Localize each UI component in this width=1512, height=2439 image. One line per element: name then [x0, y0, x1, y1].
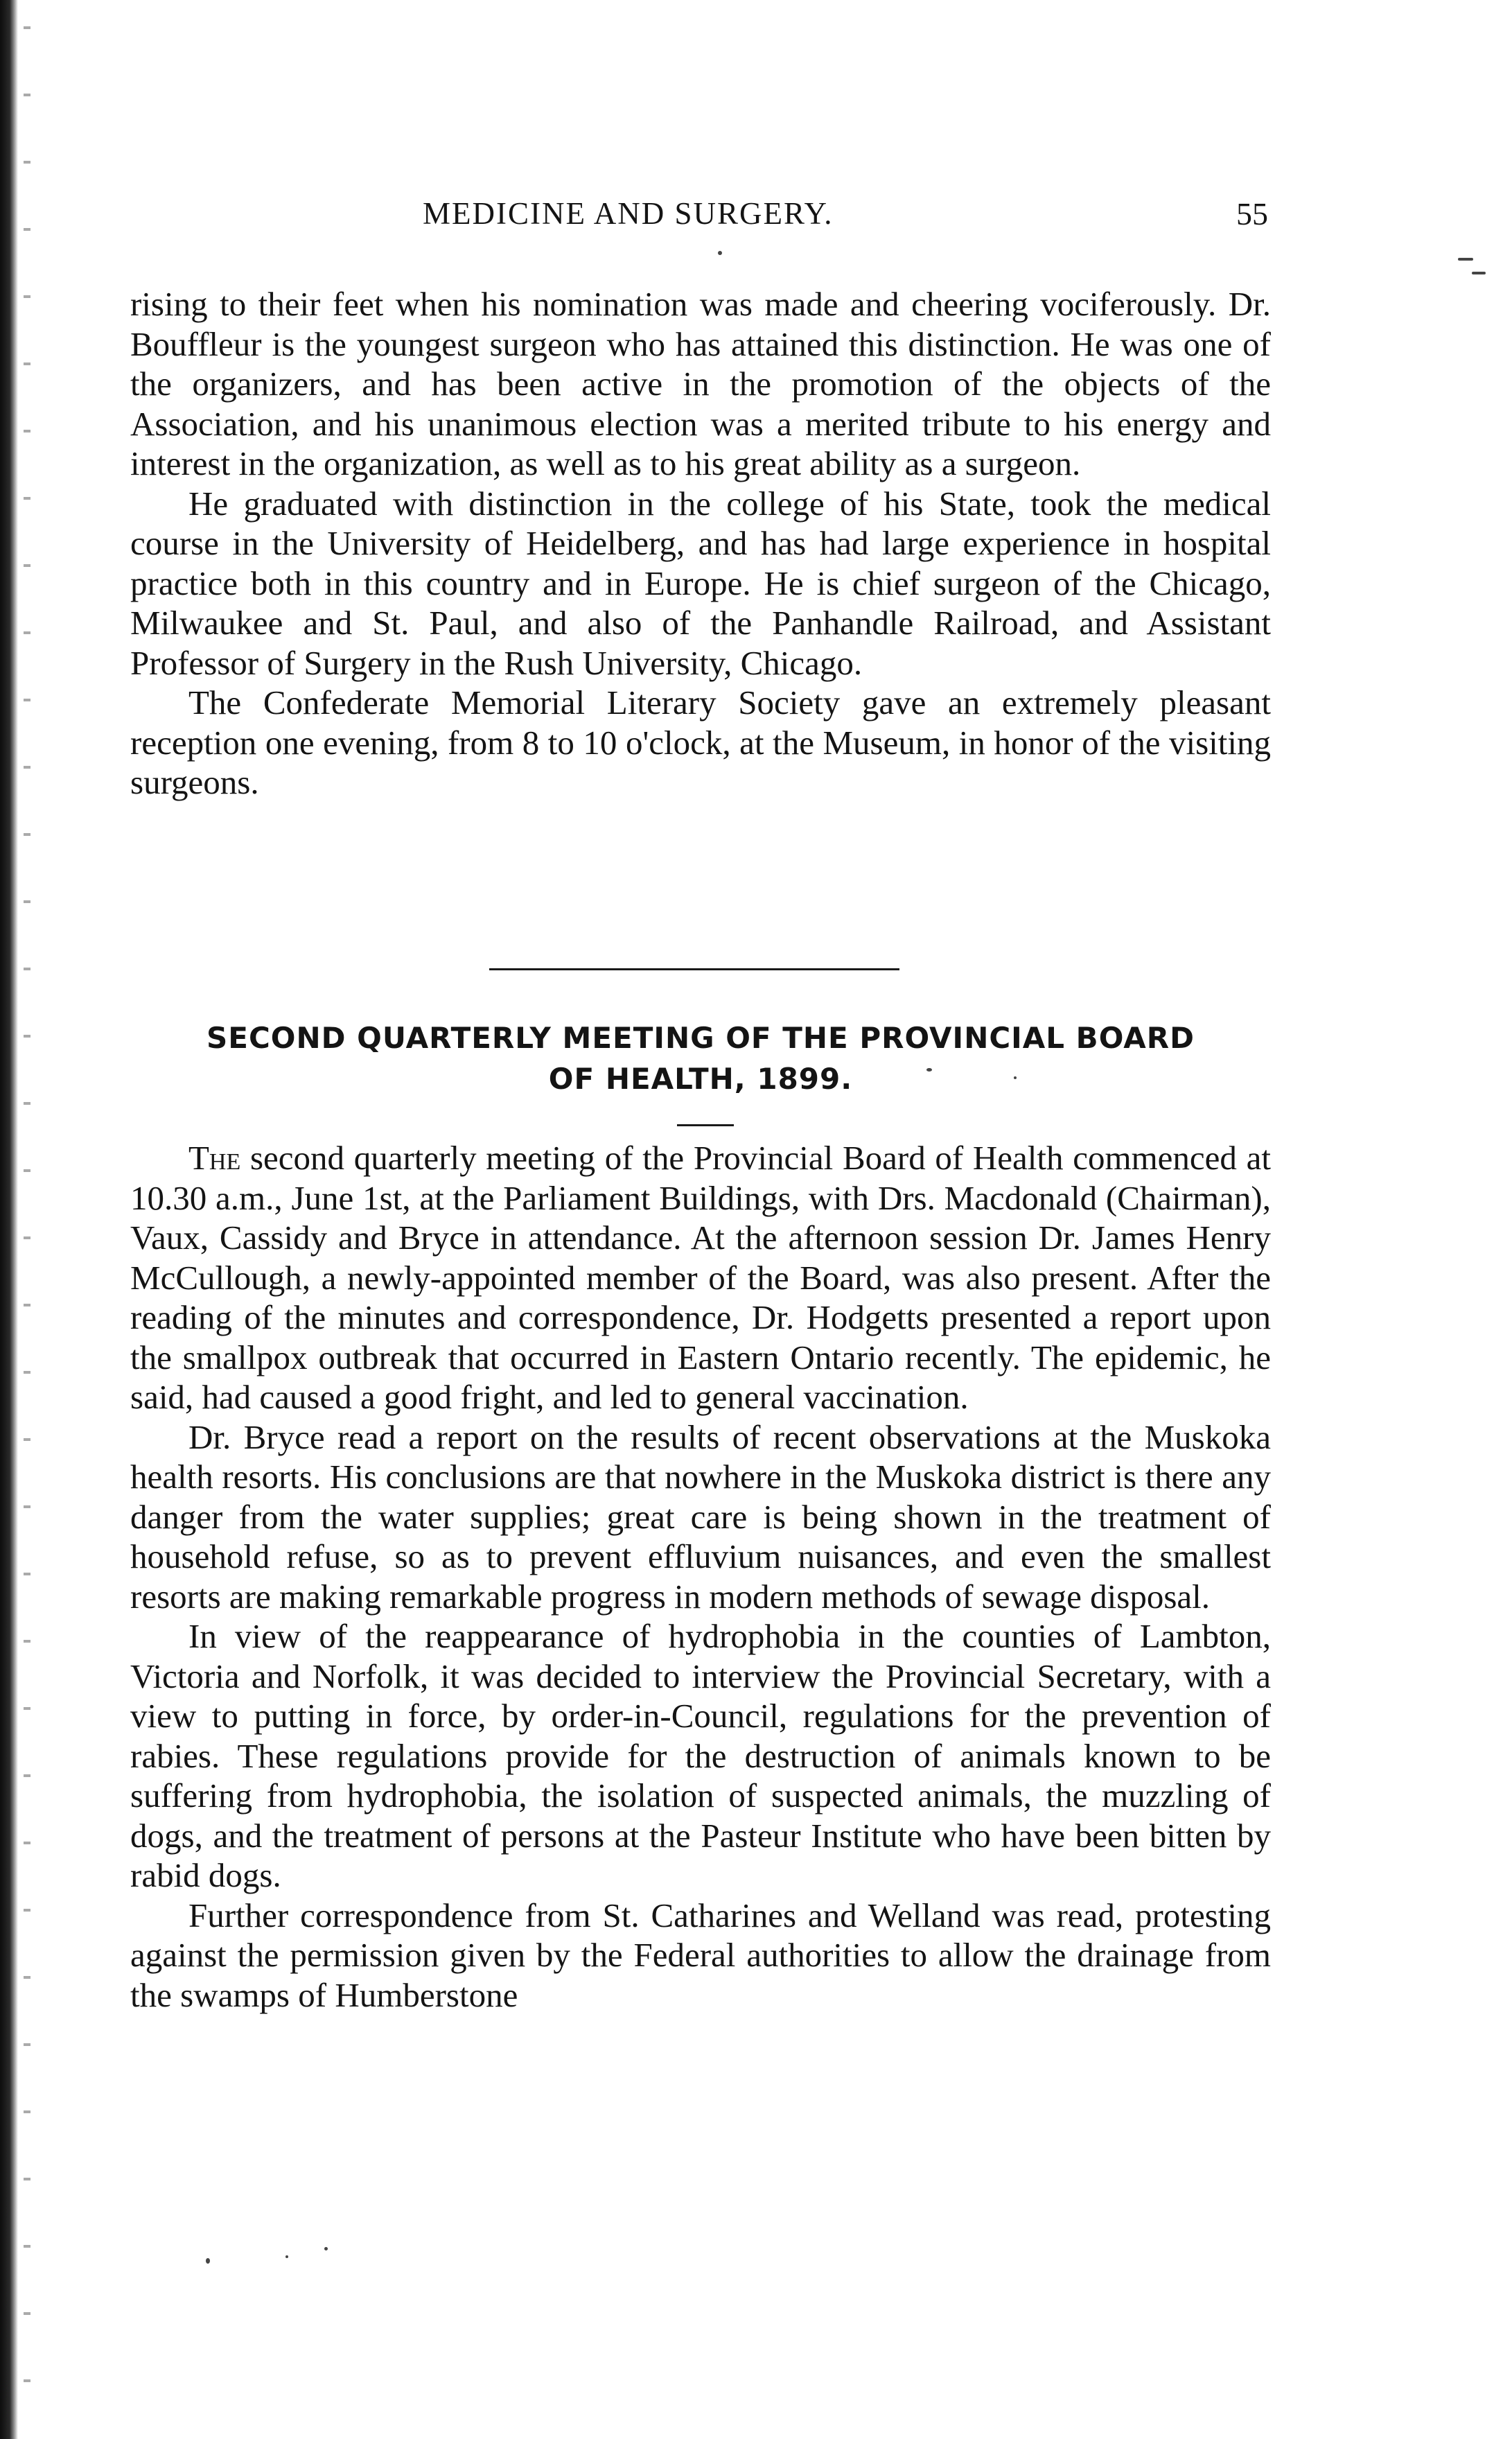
paragraph: Further correspondence from St. Catharines and Welland was read, protesting against the permission given by the Federal authorities to allow the drainage from the swamps of Humberstone [130, 1896, 1271, 2014]
lead-word: The [188, 1139, 241, 1177]
paragraph: The Confederate Memorial Literary Society gave an extremely pleasant reception one evening, from 8 to 10 o'clock, at the Museum, in honor of the visiting surgeons. [130, 683, 1271, 801]
section-title [130, 1017, 1271, 1099]
paragraph: He graduated with distinction in the college of his State, took the medical course in the University of Heidelberg, and has had large experience in hospital practice both in this country and in Europe. He is chief surgeon of the Chicago, Milwaukee and St. Paul, and also of the Panhandle Railroad, and Assistant Professor of Surgery in the Rush University, Chicago. [130, 484, 1271, 682]
article-continuation [130, 284, 1271, 803]
paragraph: In view of the reappearance of hydrophobia in the counties of Lambton, Victoria and Norfolk, it was decided to interview the Provincial Secretary, with a view to putting in force, by order-in-Council, regulations for the prevention of rabies. These regulations provide for the destruction of animals known to be suffering from hydrophobia, the isolation of suspected animals, the muzzling of dogs, and the treatment of persons at the Pasteur Institute who have been bitten by rabid dogs. [130, 1617, 1271, 1894]
book-spine-shadow [0, 0, 18, 2439]
ink-speck [926, 1068, 932, 1072]
scan-edge-marks [24, 0, 30, 2439]
section-title-line-1: SECOND QUARTERLY MEETING OF THE PROVINCIAL BOARD [206, 1021, 1195, 1055]
running-head: MEDICINE AND SURGERY. [423, 196, 834, 231]
section-title-line-2: OF HEALTH, 1899. [548, 1062, 853, 1096]
article-body [130, 1138, 1271, 2015]
title-underline [677, 1124, 734, 1126]
paragraph: Dr. Bryce read a report on the results of recent observations at the Muskoka health resorts. His conclusions are that nowhere in the Muskoka district is there any danger from the water supplies; great care is being shown in the treatment of household refuse, so as to prevent effluvium nuisances, and even the smallest resorts are making remarkable progress in modern methods of sewage disposal. [130, 1417, 1271, 1616]
page-header [132, 195, 1268, 244]
ink-speck [324, 2247, 328, 2250]
paragraph-text: second quarterly meeting of the Provincial Board of Health commenced at 10.30 a.m., June 1st, at the Parliament Buildings, with Drs. Macdonald (Chairman), Vaux, Cassidy and Bryce in attendance. At the afternoon session Dr. James Henry McCullough, a newly-appointed member of the Board, was also present. After the reading of the minutes and correspondence, Dr. Hodgetts presented a report upon the smallpox outbreak that occurred in Eastern Ontario recently. The epidemic, he said, had caused a good fright, and led to general vaccination. [130, 1139, 1271, 1416]
ink-speck [1014, 1076, 1017, 1079]
ink-speck [1458, 258, 1473, 261]
paragraph [130, 1138, 1271, 1417]
paragraph: rising to their feet when his nomination was made and cheering vociferously. Dr. Bouffleur is the youngest surgeon who has attained this distinction. He was one of the organizers, and has been active in the promotion of the objects of the Association, and his unanimous election was a merited tribute to his energy and interest in the organization, as well as to his great ability as a surgeon. [130, 285, 1271, 482]
ink-speck [1472, 272, 1486, 274]
ink-speck [206, 2258, 210, 2264]
section-divider [489, 968, 899, 970]
page-number: 55 [1236, 196, 1268, 231]
ink-speck [718, 251, 722, 255]
ink-speck [285, 2255, 288, 2258]
